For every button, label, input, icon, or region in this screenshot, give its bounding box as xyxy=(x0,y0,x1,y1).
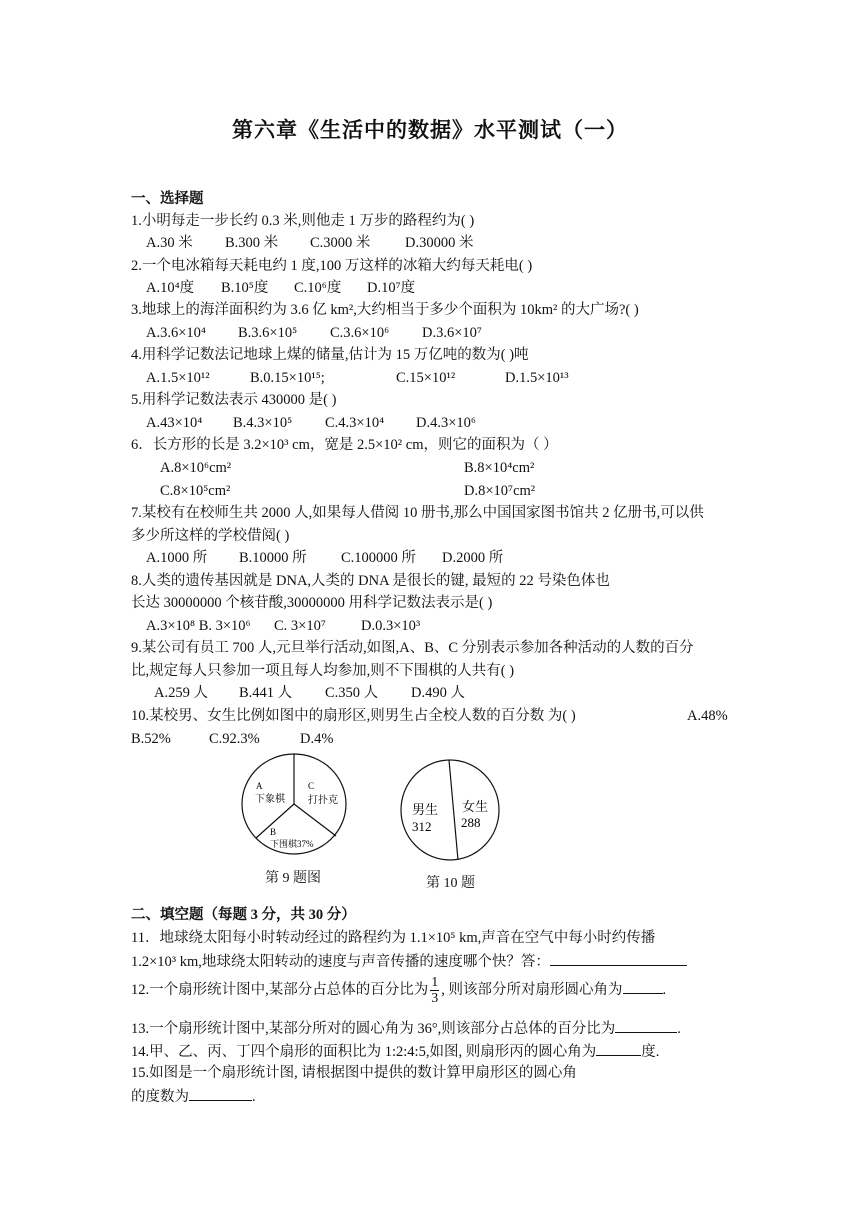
pie-divider-right xyxy=(294,804,336,836)
answer-blank xyxy=(615,1018,677,1033)
option-c: C.15×10¹² xyxy=(396,370,456,386)
option-a-b: A.3×10⁸ B. 3×10⁶ xyxy=(146,618,251,634)
answer-blank xyxy=(596,1041,641,1056)
slice-b-letter: B xyxy=(270,827,277,837)
question-11-line2 xyxy=(131,951,687,972)
question-1-stem: 1.小明每走一步长约 0.3 米,则他走 1 万步的路程约为( ) xyxy=(131,213,475,229)
option-a: A.43×10⁴ xyxy=(146,415,203,431)
question-4-stem: 4.用科学记数法记地球上煤的储量,估计为 15 万亿吨的数为( )吨 xyxy=(131,347,529,363)
option-b: B.10⁵度 xyxy=(221,280,269,296)
question-9-stem-line2: 比,规定每人只参加一项且每人均参加,则不下围棋的人共有( ) xyxy=(131,663,515,679)
option-a: A.3.6×10⁴ xyxy=(146,325,206,341)
question-15-line1: 15.如图是一个扇形统计图, 请根据图中提供的数计算甲扇形区的圆心角 xyxy=(131,1065,577,1081)
question-13-text: 13.一个扇形统计图中,某部分所对的圆心角为 36°,则该部分占总体的百分比为 xyxy=(131,1021,616,1037)
option-c: C.92.3% xyxy=(209,731,260,747)
option-b: B.8×10⁴cm² xyxy=(464,460,535,476)
question-5-stem: 5.用科学记数法表示 430000 是( ) xyxy=(131,392,337,408)
option-c: C.8×10⁵cm² xyxy=(160,483,231,499)
slice-c-label: 打扑克 xyxy=(308,795,338,806)
option-d: D.8×10⁷cm² xyxy=(464,483,536,499)
question-3-stem: 3.地球上的海洋面积约为 3.6 亿 km²,大约相当于多少个面积为 10km² 的大广场?( ) xyxy=(131,302,639,318)
question-7-stem-line1: 7.某校有在校师生共 2000 人,如果每人借阅 10 册书,那么中国国家图书馆共 2 亿册书,可以供 xyxy=(131,505,704,521)
option-a: A.10⁴度 xyxy=(146,280,195,296)
figure-10-pie xyxy=(398,758,502,864)
option-c: C.10⁶度 xyxy=(294,280,342,296)
section-heading-choice: 一、选择题 xyxy=(131,191,204,207)
end-period: . xyxy=(677,1021,681,1037)
question-9-stem-line1: 9.某公司有员工 700 人,元旦举行活动,如图,A、B、C 分别表示参加各种活动的人数的百分 xyxy=(131,640,694,656)
question-8-stem-line2: 长达 30000000 个核苷酸,30000000 用科学记数法表示是( ) xyxy=(131,595,493,611)
question-15-line2 xyxy=(131,1086,256,1107)
option-d: D.4% xyxy=(300,731,334,747)
male-slice-label: 男生 xyxy=(412,802,439,817)
female-slice-value: 288 xyxy=(461,815,481,830)
option-a: A.259 人 xyxy=(154,685,208,701)
slice-a-letter: A xyxy=(256,781,263,791)
question-14-text: 14.甲、乙、丙、丁四个扇形的面积比为 1:2:4:5,如图, 则扇形丙的圆心角为 xyxy=(131,1044,597,1060)
end-period: . xyxy=(662,981,667,998)
end-unit: 度. xyxy=(641,1044,660,1060)
answer-blank xyxy=(550,951,687,966)
slice-c-letter: C xyxy=(308,781,315,791)
option-a: A.8×10⁶cm² xyxy=(160,460,232,476)
option-b: B.3.6×10⁵ xyxy=(238,325,298,341)
option-c: C. 3×10⁷ xyxy=(274,618,326,634)
slice-b-label: 下围棋37% xyxy=(270,839,314,849)
question-10-stem: 10.某校男、女生比例如图中的扇形区,则男生占全校人数的百分数 为( ) xyxy=(131,708,576,724)
fraction-numerator: 1 xyxy=(431,975,439,990)
question-13 xyxy=(131,1018,681,1039)
question-2-stem: 2.一个电冰箱每天耗电约 1 度,100 万这样的冰箱大约每天耗电( ) xyxy=(131,258,533,274)
page-title: 第六章《生活中的数据》水平测试（一） xyxy=(232,118,628,142)
question-11-text: 1.2×10³ km,地球绕太阳转动的速度与声音传播的速度哪个快？答： xyxy=(131,954,550,970)
option-b: B.300 米 xyxy=(225,235,279,251)
end-period: . xyxy=(252,1089,256,1105)
question-12-text: 12.一个扇形统计图中,某部分占总体的百分比为 xyxy=(131,981,429,998)
option-c: C.100000 所 xyxy=(341,550,416,566)
option-d: D.0.3×10³ xyxy=(361,618,421,634)
option-c: C.4.3×10⁴ xyxy=(325,415,385,431)
question-15-text: 的度数为 xyxy=(131,1089,189,1105)
option-a: A.48% xyxy=(687,708,728,724)
question-12 xyxy=(131,975,666,1006)
figure-10-caption: 第 10 题 xyxy=(426,876,475,891)
option-d: D.2000 所 xyxy=(442,550,504,566)
slice-a-label: 下象棋 xyxy=(255,794,285,805)
option-c: C.3000 米 xyxy=(310,235,371,251)
fraction-denominator: 3 xyxy=(431,991,439,1006)
pie-divider xyxy=(449,760,458,860)
option-d: D.4.3×10⁶ xyxy=(416,415,476,431)
option-b: B.0.15×10¹⁵; xyxy=(250,370,325,386)
question-8-stem-line1: 8.人类的遗传基因就是 DNA,人类的 DNA 是很长的键, 最短的 22 号染色体也 xyxy=(131,573,610,589)
question-6-stem: 6．长方形的长是 3.2×10³ cm，宽是 2.5×10² cm，则它的面积为（ ） xyxy=(131,437,558,453)
fraction xyxy=(430,975,439,1006)
option-b: B.10000 所 xyxy=(239,550,307,566)
option-c: C.350 人 xyxy=(325,685,379,701)
option-d: D.10⁷度 xyxy=(367,280,416,296)
option-a: A.1.5×10¹² xyxy=(146,370,210,386)
option-c: C.3.6×10⁶ xyxy=(330,325,390,341)
figure-9-caption: 第 9 题图 xyxy=(265,871,321,886)
question-7-stem-line2: 多少所这样的学校借阅( ) xyxy=(131,528,290,544)
question-12-text-after: , 则该部分所对扇形圆心角为 xyxy=(441,981,623,998)
option-d: D.490 人 xyxy=(411,685,465,701)
male-slice-value: 312 xyxy=(412,819,432,834)
option-a: A.30 米 xyxy=(146,235,193,251)
figure-9-pie xyxy=(238,752,354,860)
option-b: B.4.3×10⁵ xyxy=(233,415,293,431)
option-d: D.1.5×10¹³ xyxy=(505,370,569,386)
female-slice-label: 女生 xyxy=(462,799,489,814)
option-d: D.30000 米 xyxy=(405,235,474,251)
question-11-line1: 11．地球绕太阳每小时转动经过的路程约为 1.1×10⁵ km,声音在空气中每小时约传播 xyxy=(131,930,656,946)
section-heading-fill: 二、填空题（每题 3 分，共 30 分） xyxy=(131,907,356,923)
answer-blank xyxy=(189,1086,252,1101)
option-b: B.441 人 xyxy=(239,685,293,701)
question-14 xyxy=(131,1041,659,1062)
option-a: A.1000 所 xyxy=(146,550,208,566)
answer-blank xyxy=(623,979,663,994)
option-b: B.52% xyxy=(131,731,171,747)
option-d: D.3.6×10⁷ xyxy=(422,325,482,341)
